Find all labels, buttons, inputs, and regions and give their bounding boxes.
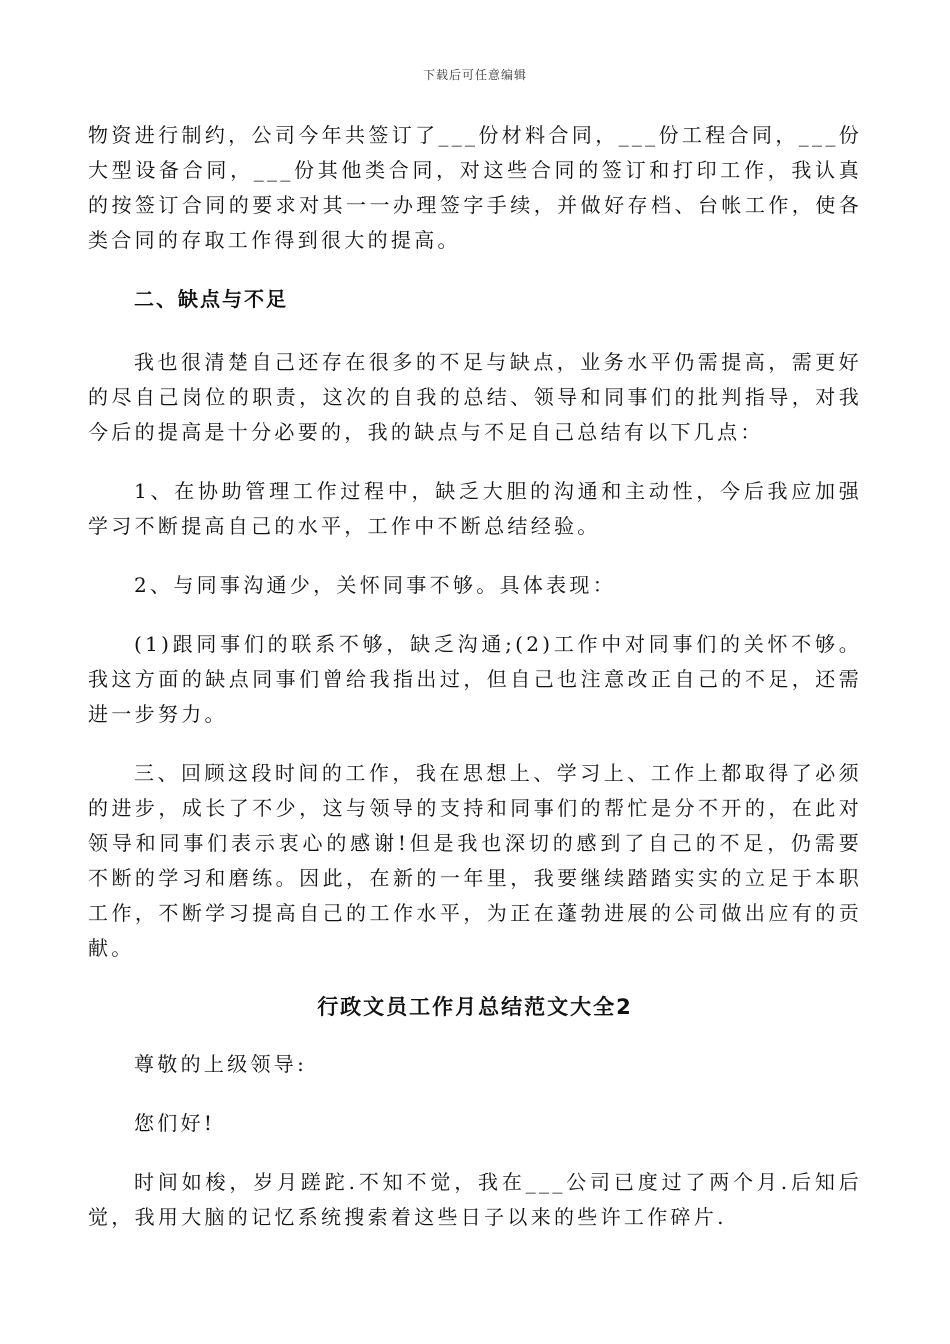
paragraph-point-2: 2、与同事沟通少，关怀同事不够。具体表现： [134,573,617,597]
paragraph-time: 时间如梭，岁月蹉跎.不知不觉，我在___公司已度过了两个月.后知后觉，我用大脑的记忆系统搜索着这些日子以来的些许工作碎片. [88,1170,862,1229]
paragraph-point-1: 1、在协助管理工作过程中，缺乏大胆的沟通和主动性，今后我应加强学习不断提高自己的水平，工作中不断总结经验。 [88,479,862,538]
section-heading-shortcomings: 二、缺点与不足 [134,287,288,311]
page-header-note: 下载后可任意编辑 [422,68,527,82]
paragraph-review: 三、回顾这段时间的工作，我在思想上、学习上、工作上都取得了必须的进步，成长了不少，这与领导的支持和同事们的帮忙是分不开的，在此对领导和同事们表示衷心的感谢!但是我也深切的感到了自己的不足，仍需要不断的学习和磨练。因此，在新的一年里，我要继续踏踏实实的立足于本职工作，不断学习提高自己的工作水平，为正在蓬勃进展的公司做出应有的贡献。 [88,761,862,960]
document-body [88,118,862,1259]
document-title-2: 行政文员工作月总结范文大全2 [317,995,633,1019]
greeting: 您们好! [134,1111,216,1135]
paragraph-details: (1)跟同事们的联系不够，缺乏沟通;(2)工作中对同事们的关怀不够。我这方面的缺点同事们曾给我指出过，但自己也注意改正自己的不足，还需进一步努力。 [88,632,862,726]
paragraph-shortcomings-intro: 我也很清楚自己还存在很多的不足与缺点，业务水平仍需提高，需更好的尽自己岗位的职责，这次的自我的总结、领导和同事们的批判指导，对我今后的提高是十分必要的，我的缺点与不足自己总结有以下几点： [88,350,862,444]
salutation: 尊敬的上级领导: [134,1052,308,1076]
paragraph-contracts: 物资进行制约，公司今年共签订了___份材料合同，___份工程合同，___份大型设备合同，___份其他类合同，对这些合同的签订和打印工作，我认真的按签订合同的要求对其一一办理签字手续，并做好存档、台帐工作，使各类合同的存取工作得到很大的提高。 [88,123,862,252]
